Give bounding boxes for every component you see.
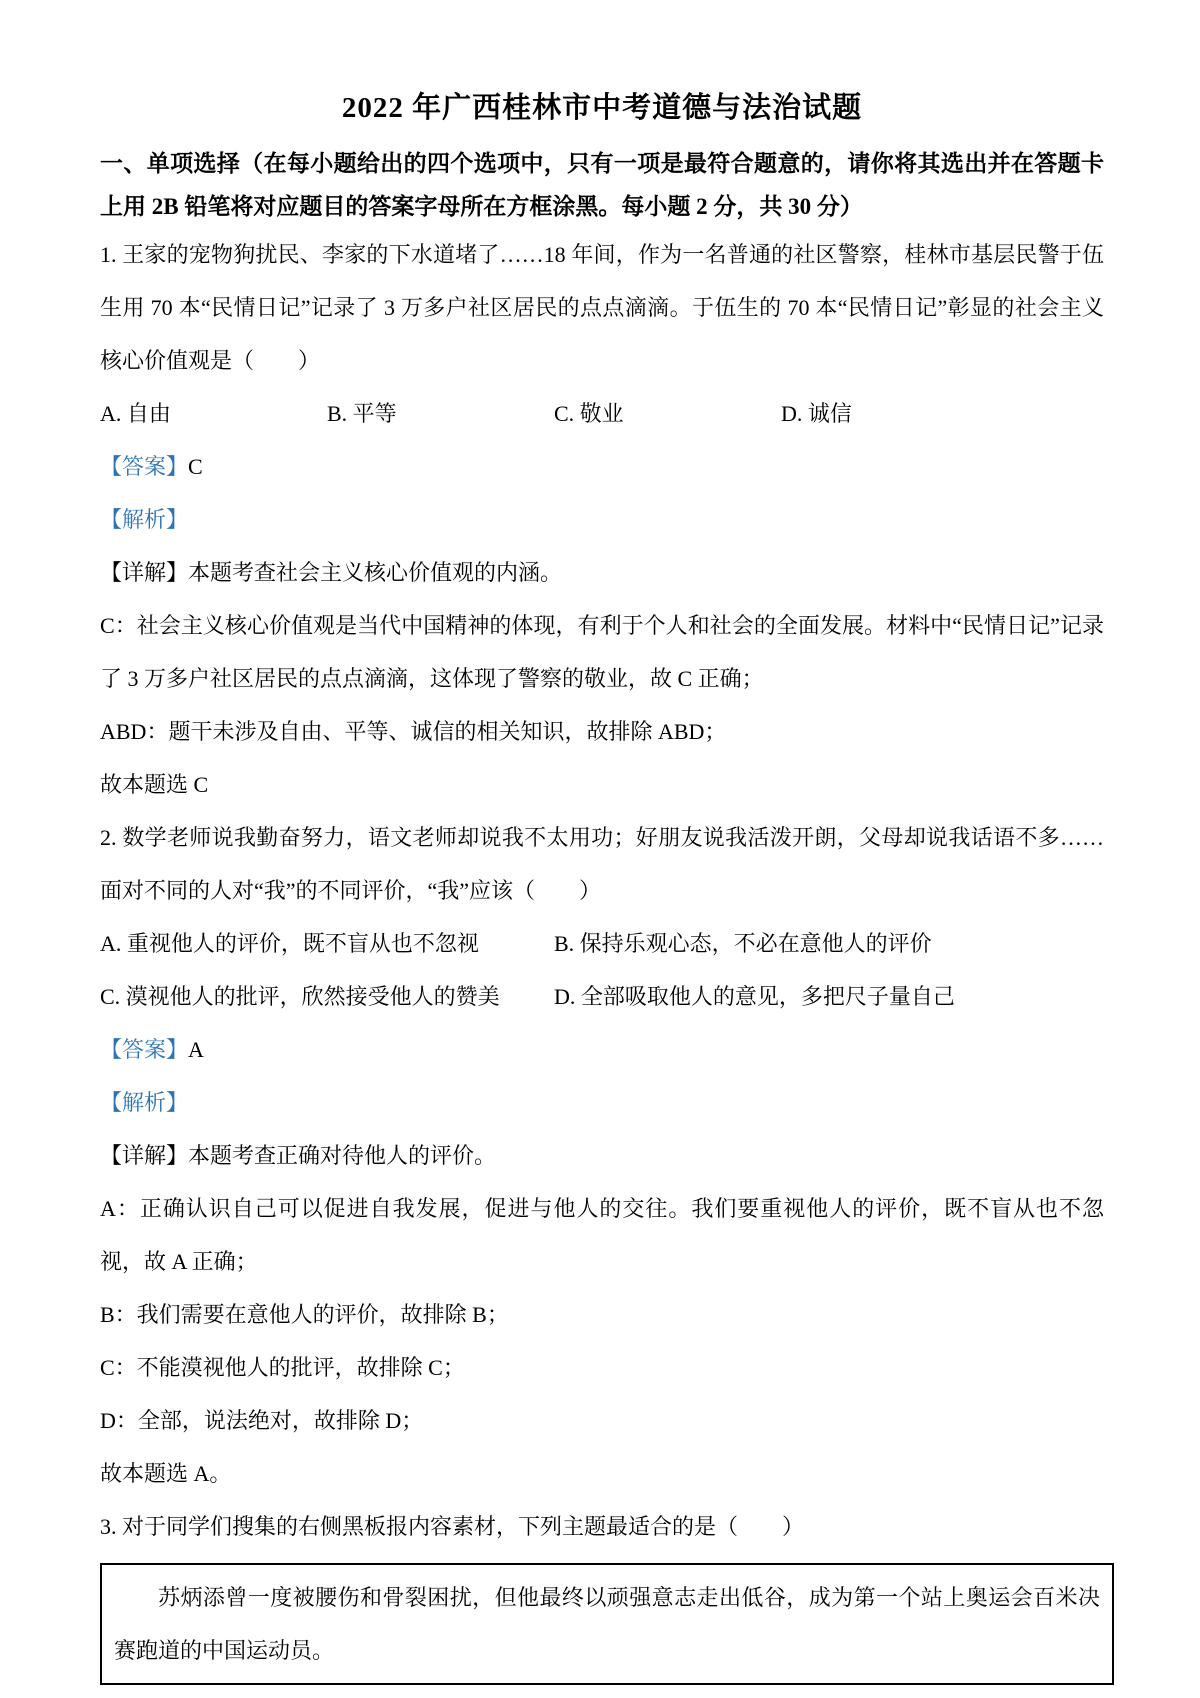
section-heading: 一、单项选择（在每小题给出的四个选项中，只有一项是最符合题意的，请你将其选出并在答题卡上用 2B 铅笔将对应题目的答案字母所在方框涂黑。每小题 2 分，共 30 分） bbox=[100, 151, 1104, 220]
question-2-detail-line: C：不能漠视他人的批评，故排除 C； bbox=[100, 1355, 465, 1381]
question-1-detail-line: C：社会主义核心价值观是当代中国精神的体现，有利于个人和社会的全面发展。材料中“民情日记”记录了 3 万多户社区居民的点点滴滴，这体现了警察的敬业，故 C 正确； bbox=[100, 613, 1104, 692]
question-1-option-d: D. 诚信 bbox=[781, 401, 852, 427]
question-1-analysis-line bbox=[100, 493, 1104, 546]
question-1-answer-value: C bbox=[188, 454, 203, 480]
question-1-option-b: B. 平等 bbox=[327, 401, 397, 427]
question-2-option-c: C. 漠视他人的批评，欣然接受他人的赞美 bbox=[100, 984, 500, 1010]
question-1-option-a: A. 自由 bbox=[100, 401, 171, 427]
question-2-detail-line: A：正确认识自己可以促进自我发展，促进与他人的交往。我们要重视他人的评价，既不盲从也不忽视，故 A 正确； bbox=[100, 1196, 1104, 1275]
question-block-2 bbox=[100, 811, 1104, 1500]
analysis-label: 【解析】 bbox=[100, 507, 189, 533]
page-title: 2022 年广西桂林市中考道德与法治试题 bbox=[341, 92, 863, 124]
question-2-detail-line: 【详解】本题考查正确对待他人的评价。 bbox=[100, 1143, 497, 1169]
analysis-label: 【解析】 bbox=[100, 1090, 189, 1116]
question-block-3 bbox=[100, 1500, 1104, 1685]
question-2-option-b: B. 保持乐观心态，不必在意他人的评价 bbox=[554, 931, 932, 957]
question-2-stem: 2. 数学老师说我勤奋努力，语文老师却说我不太用功；好朋友说我活泼开朗，父母却说我话语不多……面对不同的人对“我”的不同评价，“我”应该（ ） bbox=[100, 825, 1104, 904]
question-1-option-c: C. 敬业 bbox=[554, 401, 624, 427]
question-2-detail-line: 故本题选 A。 bbox=[100, 1461, 232, 1487]
question-2-options-row-1 bbox=[100, 917, 1104, 970]
question-1-detail-line: 【详解】本题考查社会主义核心价值观的内涵。 bbox=[100, 560, 563, 586]
question-1-stem: 1. 王家的宠物狗扰民、李家的下水道堵了……18 年间，作为一名普通的社区警察，桂林市基层民警于伍生用 70 本“民情日记”记录了 3 万多户社区居民的点点滴滴。于伍生的 70 本“民情日记”彰显的社会主义核心价值观是（ ） bbox=[100, 242, 1104, 374]
question-2-answer-line bbox=[100, 1023, 1104, 1076]
question-block-1 bbox=[100, 228, 1104, 811]
question-2-answer-value: A bbox=[188, 1037, 204, 1063]
question-2-option-d: D. 全部吸取他人的意见，多把尺子量自己 bbox=[554, 984, 955, 1010]
question-2-detail-line: D：全部，说法绝对，故排除 D； bbox=[100, 1408, 424, 1434]
question-1-detail-line: 故本题选 C bbox=[100, 772, 209, 798]
question-1-options-row bbox=[100, 387, 1104, 440]
question-2-options-row-2 bbox=[100, 970, 1104, 1023]
material-box-text: 苏炳添曾一度被腰伤和骨裂困扰，但他最终以顽强意志走出低谷，成为第一个站上奥运会百米决赛跑道的中国运动员。 bbox=[114, 1585, 1100, 1664]
question-2-detail-line: B：我们需要在意他人的评价，故排除 B； bbox=[100, 1302, 509, 1328]
question-3-stem: 3. 对于同学们搜集的右侧黑板报内容素材，下列主题最适合的是（ ） bbox=[100, 1514, 805, 1540]
question-1-detail-line: ABD：题干未涉及自由、平等、诚信的相关知识，故排除 ABD； bbox=[100, 719, 727, 745]
answer-label: 【答案】 bbox=[100, 1037, 189, 1063]
material-box bbox=[100, 1563, 1114, 1685]
question-2-option-a: A. 重视他人的评价，既不盲从也不忽视 bbox=[100, 931, 479, 957]
question-2-analysis-line bbox=[100, 1076, 1104, 1129]
answer-label: 【答案】 bbox=[100, 454, 189, 480]
question-1-answer-line bbox=[100, 440, 1104, 493]
